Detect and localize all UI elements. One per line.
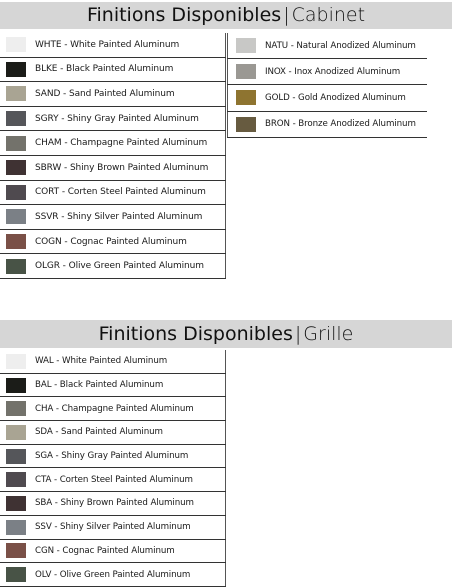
- finish-row: [0, 540, 226, 564]
- finish-row: [0, 492, 226, 516]
- finish-row: [0, 58, 226, 83]
- finish-label: OLGR - Olive Green Painted Aluminum: [35, 261, 204, 272]
- finish-row: [227, 85, 427, 111]
- color-swatch: [236, 38, 256, 53]
- color-swatch: [6, 111, 26, 126]
- color-swatch: [6, 449, 26, 464]
- grille-title-separator: |: [294, 323, 302, 345]
- finish-row: [0, 468, 226, 492]
- grille-title-main: Finitions Disponibles: [98, 323, 293, 345]
- finish-label: CORT - Corten Steel Painted Aluminum: [35, 187, 206, 198]
- finish-label: SBRW - Shiny Brown Painted Aluminum: [35, 162, 209, 173]
- color-swatch: [6, 567, 26, 582]
- finish-label: SAND - Sand Painted Aluminum: [35, 88, 175, 99]
- finish-label: CHAM - Champagne Painted Aluminum: [35, 138, 208, 149]
- cabinet-section-title: [0, 2, 452, 29]
- finish-label: SDA - Sand Painted Aluminum: [35, 427, 163, 438]
- finish-row: [0, 131, 226, 156]
- finish-row: [0, 33, 226, 58]
- color-swatch: [6, 86, 26, 101]
- finish-row: [0, 82, 226, 107]
- finish-row: [0, 421, 226, 445]
- finish-label: CHA - Champagne Painted Aluminum: [35, 403, 194, 414]
- finish-row: [0, 107, 226, 132]
- color-swatch: [6, 37, 26, 52]
- finish-row: [0, 156, 226, 181]
- grille-section-title: [0, 320, 452, 348]
- finish-row: [0, 516, 226, 540]
- finish-label: NATU - Natural Anodized Aluminum: [265, 40, 416, 51]
- finish-row: [227, 33, 427, 59]
- color-swatch: [236, 64, 256, 79]
- color-swatch: [6, 160, 26, 175]
- color-swatch: [6, 425, 26, 440]
- cabinet-finish-list-left: [0, 33, 226, 279]
- color-swatch: [6, 62, 26, 77]
- color-swatch: [6, 401, 26, 416]
- finish-row: [0, 254, 226, 279]
- color-swatch: [6, 472, 26, 487]
- finish-row: [0, 397, 226, 421]
- color-swatch: [6, 520, 26, 535]
- finish-row: [0, 374, 226, 398]
- cabinet-finish-list-right: [227, 33, 427, 138]
- color-swatch: [6, 209, 26, 224]
- color-swatch: [6, 259, 26, 274]
- finish-label: GOLD - Gold Anodized Aluminum: [265, 92, 406, 103]
- finish-row: [0, 445, 226, 469]
- finish-label: BAL - Black Painted Aluminum: [35, 380, 164, 391]
- finish-label: COGN - Cognac Painted Aluminum: [35, 236, 187, 247]
- finish-label: SSVR - Shiny Silver Painted Aluminum: [35, 211, 203, 222]
- finish-row: [0, 205, 226, 230]
- color-swatch: [236, 117, 256, 132]
- finish-label: SBA - Shiny Brown Painted Aluminum: [35, 498, 194, 509]
- color-swatch: [6, 234, 26, 249]
- finish-label: SSV - Shiny Silver Painted Aluminum: [35, 522, 191, 533]
- finish-row: [0, 181, 226, 206]
- color-swatch: [6, 136, 26, 151]
- color-swatch: [6, 378, 26, 393]
- finish-label: BLKE - Black Painted Aluminum: [35, 64, 174, 75]
- grille-finish-list: [0, 350, 226, 587]
- finish-label: CGN - Cognac Painted Aluminum: [35, 545, 175, 556]
- color-swatch: [6, 496, 26, 511]
- finish-row: [227, 59, 427, 85]
- finish-row: [0, 230, 226, 255]
- grille-title-sub: Grille: [303, 323, 354, 345]
- cabinet-title-separator: |: [283, 4, 290, 26]
- finish-label: WHTE - White Painted Aluminum: [35, 39, 180, 50]
- cabinet-title-sub: Cabinet: [291, 4, 366, 26]
- color-swatch: [6, 185, 26, 200]
- cabinet-title-main: Finitions Disponibles: [86, 4, 282, 26]
- color-swatch: [236, 90, 256, 105]
- finish-label: SGRY - Shiny Gray Painted Aluminum: [35, 113, 199, 124]
- color-swatch: [6, 354, 26, 369]
- finish-label: INOX - Inox Anodized Aluminum: [265, 66, 401, 77]
- finish-row: [0, 350, 226, 374]
- finish-label: OLV - Olive Green Painted Aluminum: [35, 569, 191, 580]
- finish-label: BRON - Bronze Anodized Aluminum: [265, 119, 416, 130]
- finish-label: WAL - White Painted Aluminum: [35, 356, 168, 367]
- finish-label: SGA - Shiny Gray Painted Aluminum: [35, 451, 189, 462]
- finish-row: [0, 563, 226, 587]
- finish-row: [227, 112, 427, 138]
- color-swatch: [6, 543, 26, 558]
- finish-label: CTA - Corten Steel Painted Aluminum: [35, 474, 193, 485]
